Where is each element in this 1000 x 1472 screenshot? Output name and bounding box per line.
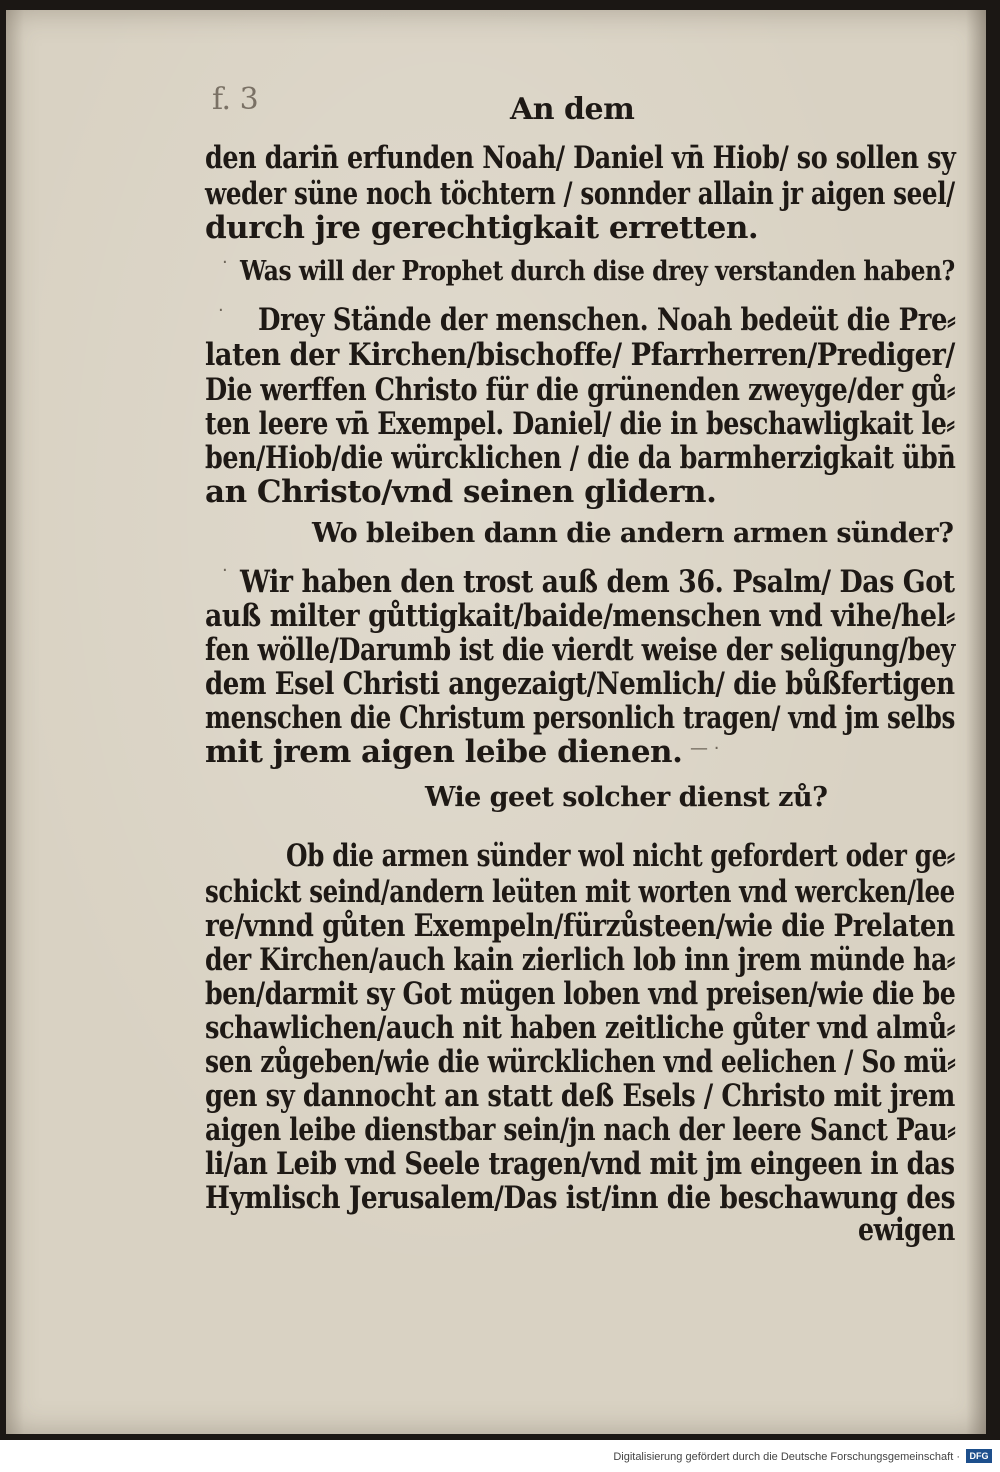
question-heading: Wie geet solcher dienst zů? [425, 782, 828, 813]
text-line: mit jrem aigen leibe dienen. [205, 734, 683, 770]
text-line: weder süne noch töchtern / sonnder allain jr aigen seel/ [205, 176, 955, 212]
text-line: ben/Hiob/die würcklichen / die da barmherzigkait übn̄ [205, 440, 956, 476]
margin-mark: · [222, 560, 228, 581]
text-line: schawlichen/auch nit haben zeitliche gůter vnd almů⸗ [205, 1010, 955, 1046]
text-line: Ob die armen sünder wol nicht gefordert oder ge⸗ [286, 838, 955, 874]
question-heading: Was will der Prophet durch dise drey verstanden haben? [240, 256, 955, 287]
text-line: Die werffen Christo für die grünenden zweyge/der gů⸗ [205, 372, 955, 408]
text-line: Wir haben den trost auß dem 36. Psalm/ Das Got [240, 564, 955, 600]
text-line: auß milter gůttigkait/baide/menschen vnd vihe/hel⸗ [205, 598, 955, 634]
text-line: den darin̄ erfunden Noah/ Daniel vn̄ Hiob/ so sollen sy [205, 140, 956, 176]
text-line: re/vnnd gůten Exempeln/fürzůsteen/wie die Prelaten [205, 908, 955, 944]
text-line: schickt seind/andern leüten mit worten vnd wercken/lee [205, 874, 955, 910]
text-line: li/an Leib vnd Seele tragen/vnd mit jm eingeen in das [205, 1146, 955, 1182]
text-line: ben/darmit sy Got mügen loben vnd preisen/wie die be [205, 976, 956, 1012]
dfg-logo-icon: DFG [966, 1449, 992, 1463]
question-heading: Wo bleiben dann die andern armen sünder? [312, 518, 954, 549]
footer-bar [0, 1440, 1000, 1472]
text-line: aigen leibe dienstbar sein/jn nach der leere Sanct Pau⸗ [205, 1112, 956, 1148]
text-line: Hymlisch Jerusalem/Das ist/inn die beschawung des [205, 1180, 956, 1216]
text-line: Drey Stände der menschen. Noah bedeüt die Pre⸗ [258, 302, 956, 338]
text-line: durch jre gerechtigkait erretten. [205, 210, 759, 246]
margin-mark: · [218, 300, 224, 321]
text-line: der Kirchen/auch kain zierlich lob inn jrem münde ha⸗ [205, 942, 955, 978]
text-line: dem Esel Christi angezaigt/Nemlich/ die bůßfertigen [205, 666, 955, 702]
footer-credit: Digitalisierung gefördert durch die Deutsche Forschungsgemeinschaft · [613, 1451, 960, 1463]
text-line: ten leere vn̄ Exempel. Daniel/ die in beschawligkait le⸗ [205, 406, 955, 442]
catchword: ewigen [858, 1212, 955, 1248]
page-folio: f. 3 [212, 82, 259, 117]
margin-mark: · [222, 252, 228, 273]
text-line: an Christo/vnd seinen glidern. [205, 474, 717, 510]
text-line: sen zůgeben/wie die würcklichen vnd eelichen / So mü⸗ [205, 1044, 956, 1080]
text-line: laten der Kirchen/bischoffe/ Pfarrherren/Prediger/ [205, 337, 955, 373]
text-line: fen wölle/Darumb ist die vierdt weise der seligung/bey [205, 632, 955, 668]
text-line: menschen die Christum personlich tragen/ vnd jm selbs [205, 700, 955, 736]
text-line: gen sy dannocht an statt deß Esels / Christo mit jrem [205, 1078, 955, 1114]
margin-mark: — · [690, 738, 720, 759]
running-head: An dem [510, 92, 635, 127]
